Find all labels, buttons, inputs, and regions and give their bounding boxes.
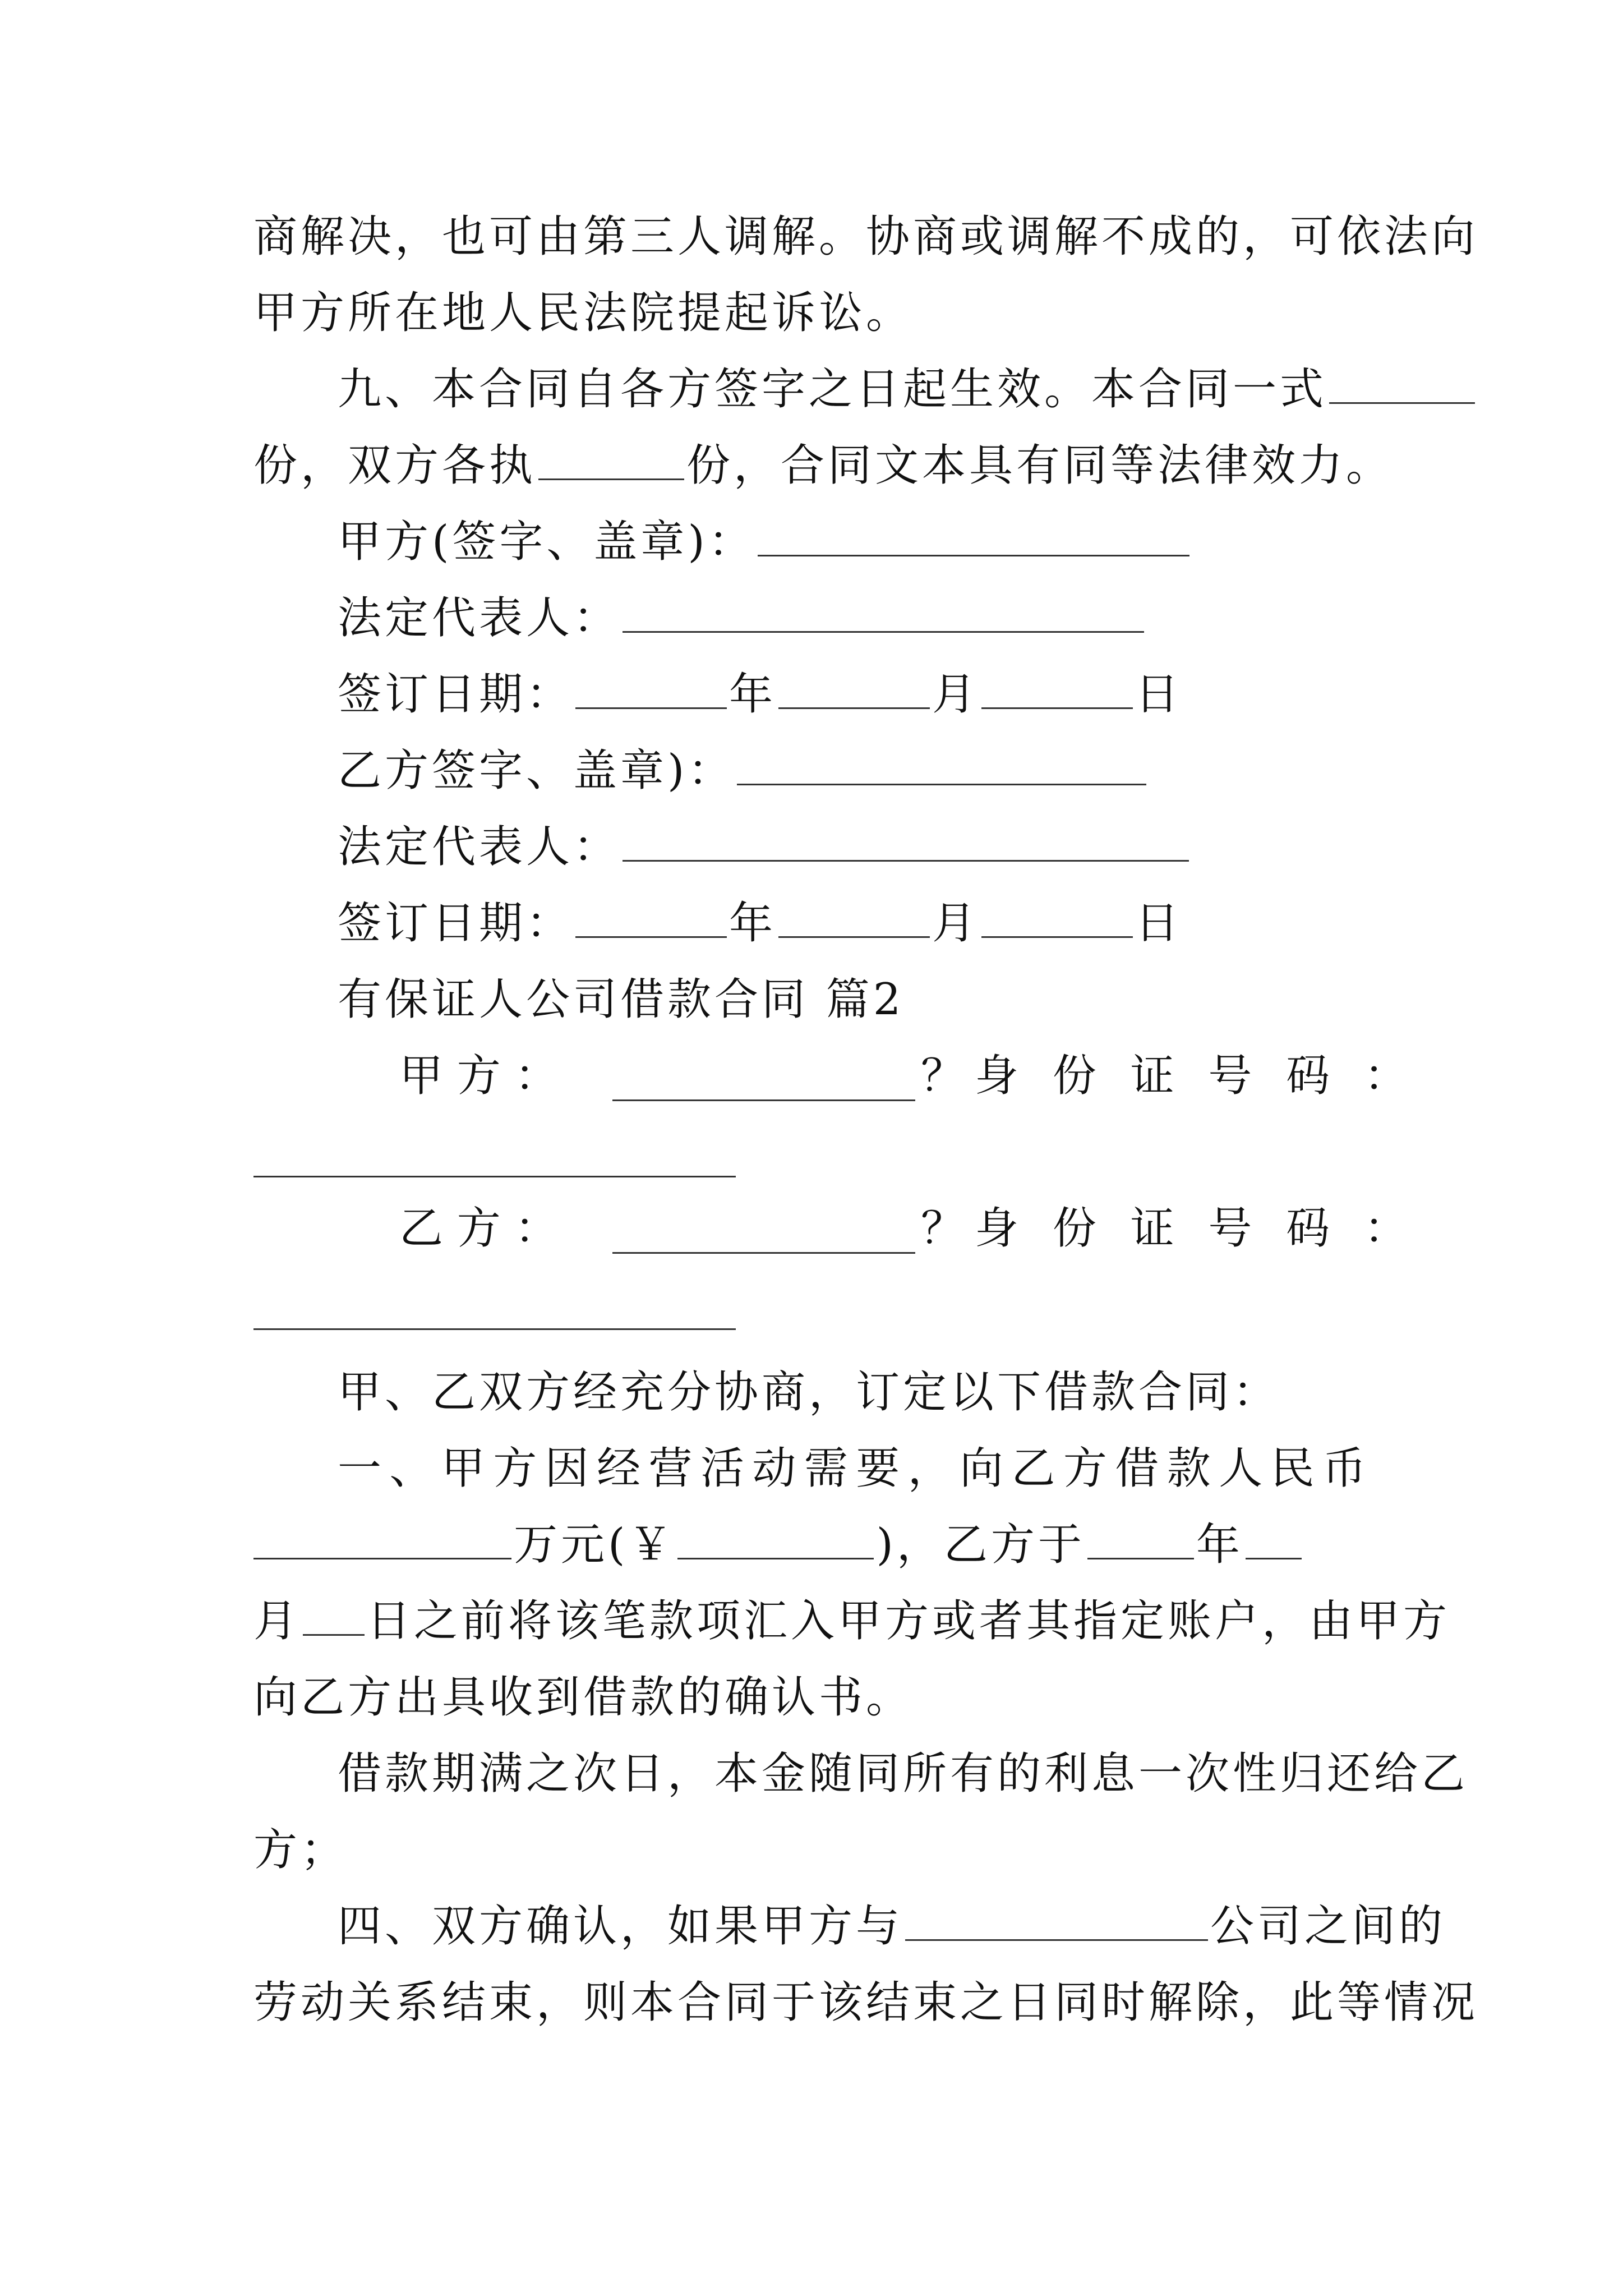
amount-blank — [253, 1517, 511, 1559]
sign-date-line-1 — [338, 666, 1370, 723]
intro-line: 甲、乙双方经充分协商，订定以下借款合同： — [338, 1367, 1280, 1418]
clause-4-text: 四、双方确认，如果甲方与 — [338, 1901, 903, 1952]
party-a-signature-line — [338, 514, 1370, 570]
day-label: 日 — [1135, 669, 1183, 720]
party-a-id-blank — [253, 1176, 736, 1177]
sign-date-label: 签订日期： — [338, 898, 574, 949]
section-title: 有保证人公司借款合同 篇2 — [338, 974, 905, 1025]
clause-9-line-2 — [253, 438, 1394, 494]
month-label: 月 — [932, 898, 980, 949]
clause-1-text: 日之前将该笔款项汇入甲方或者其指定账户，由甲方 — [367, 1596, 1451, 1646]
clause-4-line-1 — [338, 1898, 1446, 1954]
clause-1-line-2 — [253, 1517, 1370, 1573]
month-blank — [778, 667, 930, 709]
paragraph-line: 甲方所在地人民法院提起诉讼。 — [253, 288, 914, 338]
month-label: 月 — [253, 1596, 301, 1646]
day-label: 日 — [1135, 898, 1183, 949]
legal-rep-blank — [623, 591, 1144, 633]
clause-4-text: 公司之间的 — [1210, 1901, 1446, 1952]
day-blank — [981, 667, 1133, 709]
legal-rep-label: 法定代表人： — [338, 822, 621, 872]
party-a-id-label: ？身 份 证 号 码 ： — [921, 1051, 1418, 1101]
clause-4-line-2: 劳动关系结束，则本合同于该结束之日同时解除，此等情况 — [253, 1977, 1479, 2028]
clause-9-text: 份，双方各执 — [253, 440, 537, 491]
year-label: 年 — [1196, 1520, 1243, 1570]
party-b-id-blank — [253, 1328, 736, 1330]
clause-1-line-1: 一、甲方因经营活动需要，向乙方借款人民币 — [338, 1443, 1370, 1494]
clause-1-line-3 — [253, 1593, 1451, 1649]
clause-1-text: 万元(￥ — [514, 1520, 676, 1570]
clause-9-line-1 — [338, 361, 1370, 417]
legal-rep-line-1 — [338, 590, 1370, 646]
clause-9-text: 九、本合同自各方签字之日起生效。本合同一式 — [338, 364, 1327, 415]
clause-9-text: 份，合同文本具有同等法律效力。 — [686, 440, 1394, 491]
party-b-id-label: ？身 份 证 号 码 ： — [921, 1203, 1418, 1254]
year-blank — [1087, 1517, 1194, 1559]
paragraph-line: 商解决，也可由第三人调解。协商或调解不成的，可依法向 — [253, 211, 1479, 262]
repayment-line-2: 方； — [253, 1825, 348, 1875]
sign-date-label: 签订日期： — [338, 669, 574, 720]
legal-rep-blank — [623, 820, 1189, 862]
year-label: 年 — [729, 669, 777, 720]
party-a-name-blank — [612, 1099, 915, 1101]
year-label: 年 — [729, 898, 777, 949]
amount-figure-blank — [677, 1517, 874, 1559]
month-label: 月 — [932, 669, 980, 720]
party-b-sign-blank — [737, 743, 1146, 785]
party-a-sign-label: 甲方(签字、盖章)： — [338, 517, 755, 567]
day-blank — [981, 896, 1133, 938]
sign-date-line-2 — [338, 895, 1370, 951]
company-blank — [905, 1899, 1208, 1941]
each-holds-blank — [538, 438, 684, 480]
party-a-sign-blank — [758, 514, 1189, 556]
day-blank — [303, 1594, 365, 1636]
clause-1-text: )，乙方于 — [876, 1520, 1085, 1570]
year-blank — [575, 667, 727, 709]
party-b-label: 乙 方 ： — [399, 1203, 559, 1254]
month-blank — [778, 896, 930, 938]
legal-rep-label: 法定代表人： — [338, 593, 621, 643]
party-b-signature-line — [338, 743, 1370, 799]
clause-1-line-4: 向乙方出具收到借款的确认书。 — [253, 1672, 914, 1723]
party-b-sign-label: 乙方签字、盖章)： — [338, 746, 735, 796]
year-blank — [575, 896, 727, 938]
party-b-name-blank — [612, 1252, 915, 1254]
copies-blank — [1329, 362, 1475, 404]
repayment-line-1: 借款期满之次日，本金随同所有的利息一次性归还给乙 — [338, 1749, 1469, 1799]
party-a-label: 甲 方 ： — [399, 1051, 559, 1101]
legal-rep-line-2 — [338, 819, 1370, 875]
month-blank — [1246, 1517, 1302, 1559]
